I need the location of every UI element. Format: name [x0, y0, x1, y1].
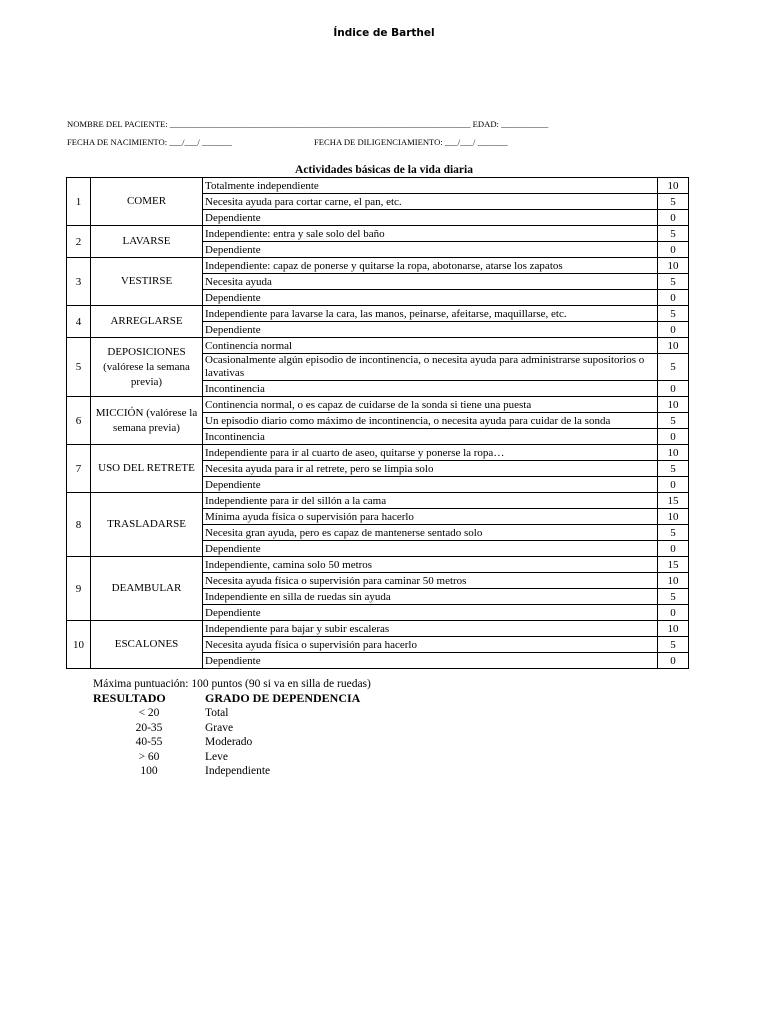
- patient-name-age-field: NOMBRE DEL PACIENTE: ______________________________________________________________________ EDAD: ___________: [67, 119, 549, 129]
- scoring-section: [93, 678, 371, 779]
- activity-number: 8: [67, 493, 91, 557]
- activity-points: 0: [658, 653, 689, 669]
- activity-description: Incontinencia: [203, 429, 658, 445]
- activity-description: Independiente para ir del sillón a la cama: [203, 493, 658, 509]
- activity-name: MICCIÓN (valórese la semana previa): [91, 397, 203, 445]
- activity-points: 5: [658, 226, 689, 242]
- activity-name: LAVARSE: [91, 226, 203, 258]
- activity-points: 10: [658, 397, 689, 413]
- activity-points: 5: [658, 413, 689, 429]
- table-row: [67, 445, 689, 461]
- result-column-header: RESULTADO: [93, 691, 166, 705]
- activity-description: Dependiente: [203, 210, 658, 226]
- activity-name: USO DEL RETRETE: [91, 445, 203, 493]
- activity-points: 5: [658, 461, 689, 477]
- activity-number: 5: [67, 338, 91, 397]
- activity-name: VESTIRSE: [91, 258, 203, 306]
- activity-points: 10: [658, 621, 689, 637]
- result-range: 20-35: [135, 721, 163, 734]
- activity-number: 10: [67, 621, 91, 669]
- activity-description: Continencia normal: [203, 338, 658, 354]
- activity-name: DEPOSICIONES (valórese la semana previa): [91, 338, 203, 397]
- activity-name: TRASLADARSE: [91, 493, 203, 557]
- activity-description: Independiente para ir al cuarto de aseo, quitarse y ponerse la ropa…: [203, 445, 658, 461]
- result-range: 40-55: [135, 736, 163, 749]
- activity-name: ESCALONES: [91, 621, 203, 669]
- grade-column-header: GRADO DE DEPENDENCIA: [205, 691, 361, 705]
- activity-number: 3: [67, 258, 91, 306]
- activity-name: ARREGLARSE: [91, 306, 203, 338]
- activity-points: 0: [658, 242, 689, 258]
- activity-number: 7: [67, 445, 91, 493]
- activity-description: Mínima ayuda física o supervisión para hacerlo: [203, 509, 658, 525]
- table-row: [67, 338, 689, 354]
- section-title: Actividades básicas de la vida diaria: [295, 164, 473, 176]
- table-row: [67, 493, 689, 509]
- activity-number: 2: [67, 226, 91, 258]
- grade-row: [93, 735, 360, 750]
- activity-points: 10: [658, 338, 689, 354]
- activity-points: 0: [658, 541, 689, 557]
- grade-row: [93, 721, 360, 736]
- table-row: [67, 557, 689, 573]
- activity-description: Necesita ayuda física o supervisión para caminar 50 metros: [203, 573, 658, 589]
- activity-number: 9: [67, 557, 91, 621]
- activity-description: Dependiente: [203, 290, 658, 306]
- result-range: > 60: [138, 750, 160, 763]
- birth-date-field: FECHA DE NACIMIENTO: ___/___/ _______: [67, 137, 233, 147]
- activity-points: 0: [658, 322, 689, 338]
- activity-points: 5: [658, 525, 689, 541]
- activity-points: 0: [658, 210, 689, 226]
- activity-description: Dependiente: [203, 322, 658, 338]
- activity-points: 5: [658, 354, 689, 381]
- activity-points: 10: [658, 258, 689, 274]
- activity-description: Dependiente: [203, 605, 658, 621]
- dependency-grade: Grave: [205, 721, 234, 734]
- activity-points: 15: [658, 493, 689, 509]
- dependency-grade: Leve: [205, 750, 228, 763]
- activity-number: 4: [67, 306, 91, 338]
- grade-row: [93, 750, 360, 765]
- activity-points: 5: [658, 637, 689, 653]
- grade-row: [93, 706, 360, 721]
- activity-points: 10: [658, 445, 689, 461]
- activity-points: 0: [658, 290, 689, 306]
- activity-description: Independiente para lavarse la cara, las manos, peinarse, afeitarse, maquillarse, etc.: [203, 306, 658, 322]
- result-range: 100: [140, 765, 158, 778]
- activity-description: Dependiente: [203, 541, 658, 557]
- activity-points: 15: [658, 557, 689, 573]
- table-row: [67, 258, 689, 274]
- activity-description: Dependiente: [203, 242, 658, 258]
- activity-description: Independiente, camina solo 50 metros: [203, 557, 658, 573]
- activity-points: 0: [658, 477, 689, 493]
- document-title: Índice de Barthel: [333, 27, 435, 39]
- activity-description: Independiente para bajar y subir escaleras: [203, 621, 658, 637]
- dependency-grade-table: [93, 691, 360, 779]
- activity-points: 5: [658, 306, 689, 322]
- table-row: [67, 306, 689, 322]
- table-row: [67, 621, 689, 637]
- activity-description: Necesita ayuda física o supervisión para hacerlo: [203, 637, 658, 653]
- activity-description: Incontinencia: [203, 381, 658, 397]
- activity-name: DEAMBULAR: [91, 557, 203, 621]
- max-score-text: Máxima puntuación: 100 puntos (90 si va en silla de ruedas): [93, 678, 371, 690]
- table-row: [67, 397, 689, 413]
- activity-description: Totalmente independiente: [203, 178, 658, 194]
- activity-description: Necesita gran ayuda, pero es capaz de mantenerse sentado solo: [203, 525, 658, 541]
- activity-name: COMER: [91, 178, 203, 226]
- activity-description: Continencia normal, o es capaz de cuidarse de la sonda si tiene una puesta: [203, 397, 658, 413]
- activity-description: Independiente: capaz de ponerse y quitarse la ropa, abotonarse, atarse los zapatos: [203, 258, 658, 274]
- activity-points: 0: [658, 429, 689, 445]
- activity-points: 10: [658, 573, 689, 589]
- activity-description: Dependiente: [203, 653, 658, 669]
- grade-row: [93, 764, 360, 779]
- dependency-grade: Independiente: [205, 765, 271, 778]
- activity-description: Independiente: entra y sale solo del baño: [203, 226, 658, 242]
- table-row: [67, 226, 689, 242]
- activity-description: Dependiente: [203, 477, 658, 493]
- fill-date-field: FECHA DE DILIGENCIAMIENTO: ___/___/ _______: [314, 137, 508, 147]
- activity-points: 10: [658, 178, 689, 194]
- barthel-table: [66, 177, 689, 669]
- activity-points: 5: [658, 589, 689, 605]
- dependency-grade: Total: [205, 707, 229, 720]
- activity-description: Independiente en silla de ruedas sin ayuda: [203, 589, 658, 605]
- activity-points: 0: [658, 381, 689, 397]
- activity-number: 1: [67, 178, 91, 226]
- result-range: < 20: [138, 707, 160, 720]
- activity-points: 5: [658, 194, 689, 210]
- dependency-grade: Moderado: [205, 736, 253, 749]
- table-row: [67, 178, 689, 194]
- activity-description: Necesita ayuda para cortar carne, el pan, etc.: [203, 194, 658, 210]
- activity-number: 6: [67, 397, 91, 445]
- activity-description: Un episodio diario como máximo de incontinencia, o necesita ayuda para cuidar de la sonda: [203, 413, 658, 429]
- activity-points: 5: [658, 274, 689, 290]
- activity-points: 0: [658, 605, 689, 621]
- activity-description: Ocasionalmente algún episodio de incontinencia, o necesita ayuda para administrarse supositorios o lavativas: [203, 354, 658, 381]
- activity-points: 10: [658, 509, 689, 525]
- activity-description: Necesita ayuda: [203, 274, 658, 290]
- activity-description: Necesita ayuda para ir al retrete, pero se limpia solo: [203, 461, 658, 477]
